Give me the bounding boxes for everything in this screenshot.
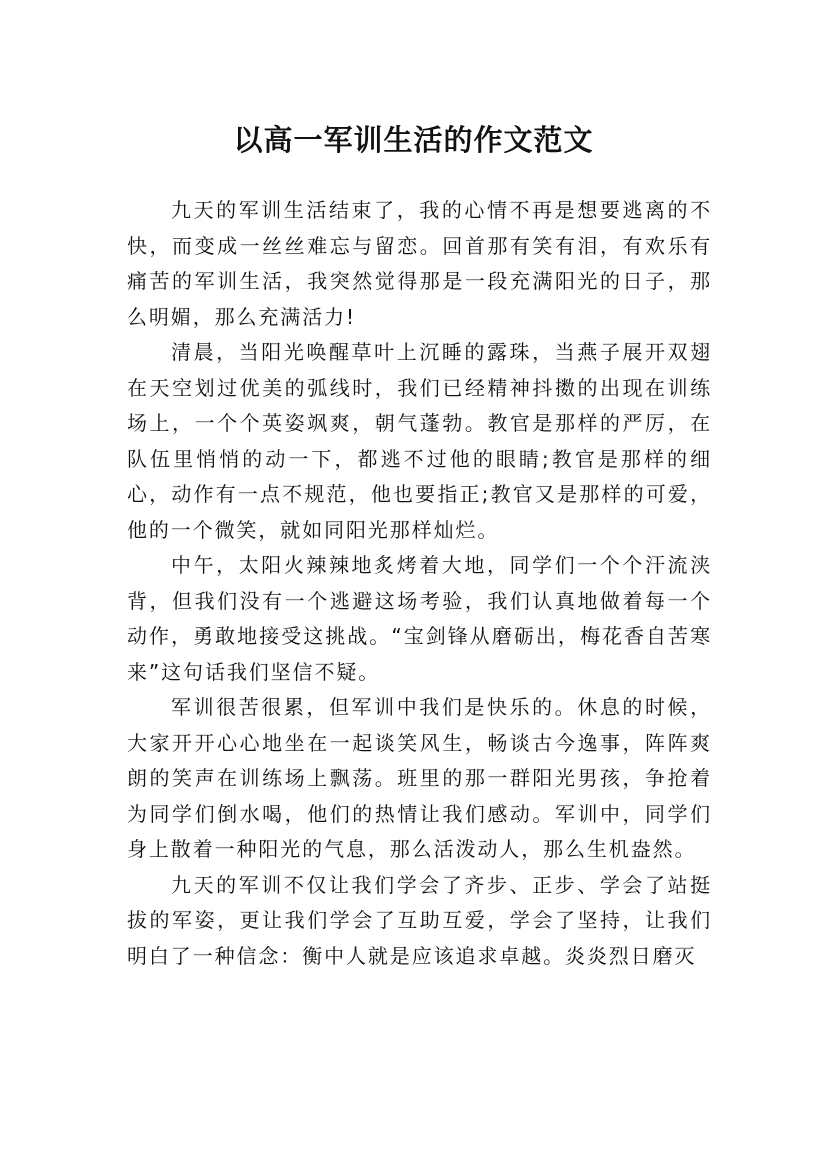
paragraph-1: 九天的军训生活结束了，我的心情不再是想要逃离的不快，而变成一丝丝难忘与留恋。回首那有笑有泪，有欢乐有痛苦的军训生活，我突然觉得那是一段充满阳光的日子，那么明媚，那么充满活力! (127, 198, 712, 329)
paragraph-2: 清晨，当阳光唤醒草叶上沉睡的露珠，当燕子展开双翅在天空划过优美的弧线时，我们已经精神抖擞的出现在训练场上，一个个英姿飒爽，朝气蓬勃。教官是那样的严厉，在队伍里悄悄的动一下，都逃不过他的眼睛;教官是那样的细心，动作有一点不规范，他也要指正;教官又是那样的可爱，他的一个微笑，就如同阳光那样灿烂。 (127, 340, 712, 542)
paragraph-3: 中午，太阳火辣辣地炙烤着大地，同学们一个个汗流浃背，但我们没有一个逃避这场考验，我们认真地做着每一个动作，勇敢地接受这挑战。“宝剑锋从磨砺出，梅花香自苦寒来”这句话我们坚信不疑。 (127, 553, 712, 684)
document-title: 以高一军训生活的作文范文 (233, 123, 594, 158)
paragraph-4: 军训很苦很累，但军训中我们是快乐的。休息的时候，大家开开心心地坐在一起谈笑风生，畅谈古今逸事，阵阵爽朗的笑声在训练场上飘荡。班里的那一群阳光男孩，争抢着为同学们倒水喝，他们的热情让我们感动。军训中，同学们身上散着一种阳光的气息，那么活泼动人，那么生机盎然。 (127, 695, 712, 861)
document-body (127, 193, 712, 974)
paragraph-5: 九天的军训不仅让我们学会了齐步、正步、学会了站挺拔的军姿，更让我们学会了互助互爱，学会了坚持，让我们明白了一种信念：衡中人就是应该追求卓越。炎炎烈日磨灭 (127, 872, 712, 968)
